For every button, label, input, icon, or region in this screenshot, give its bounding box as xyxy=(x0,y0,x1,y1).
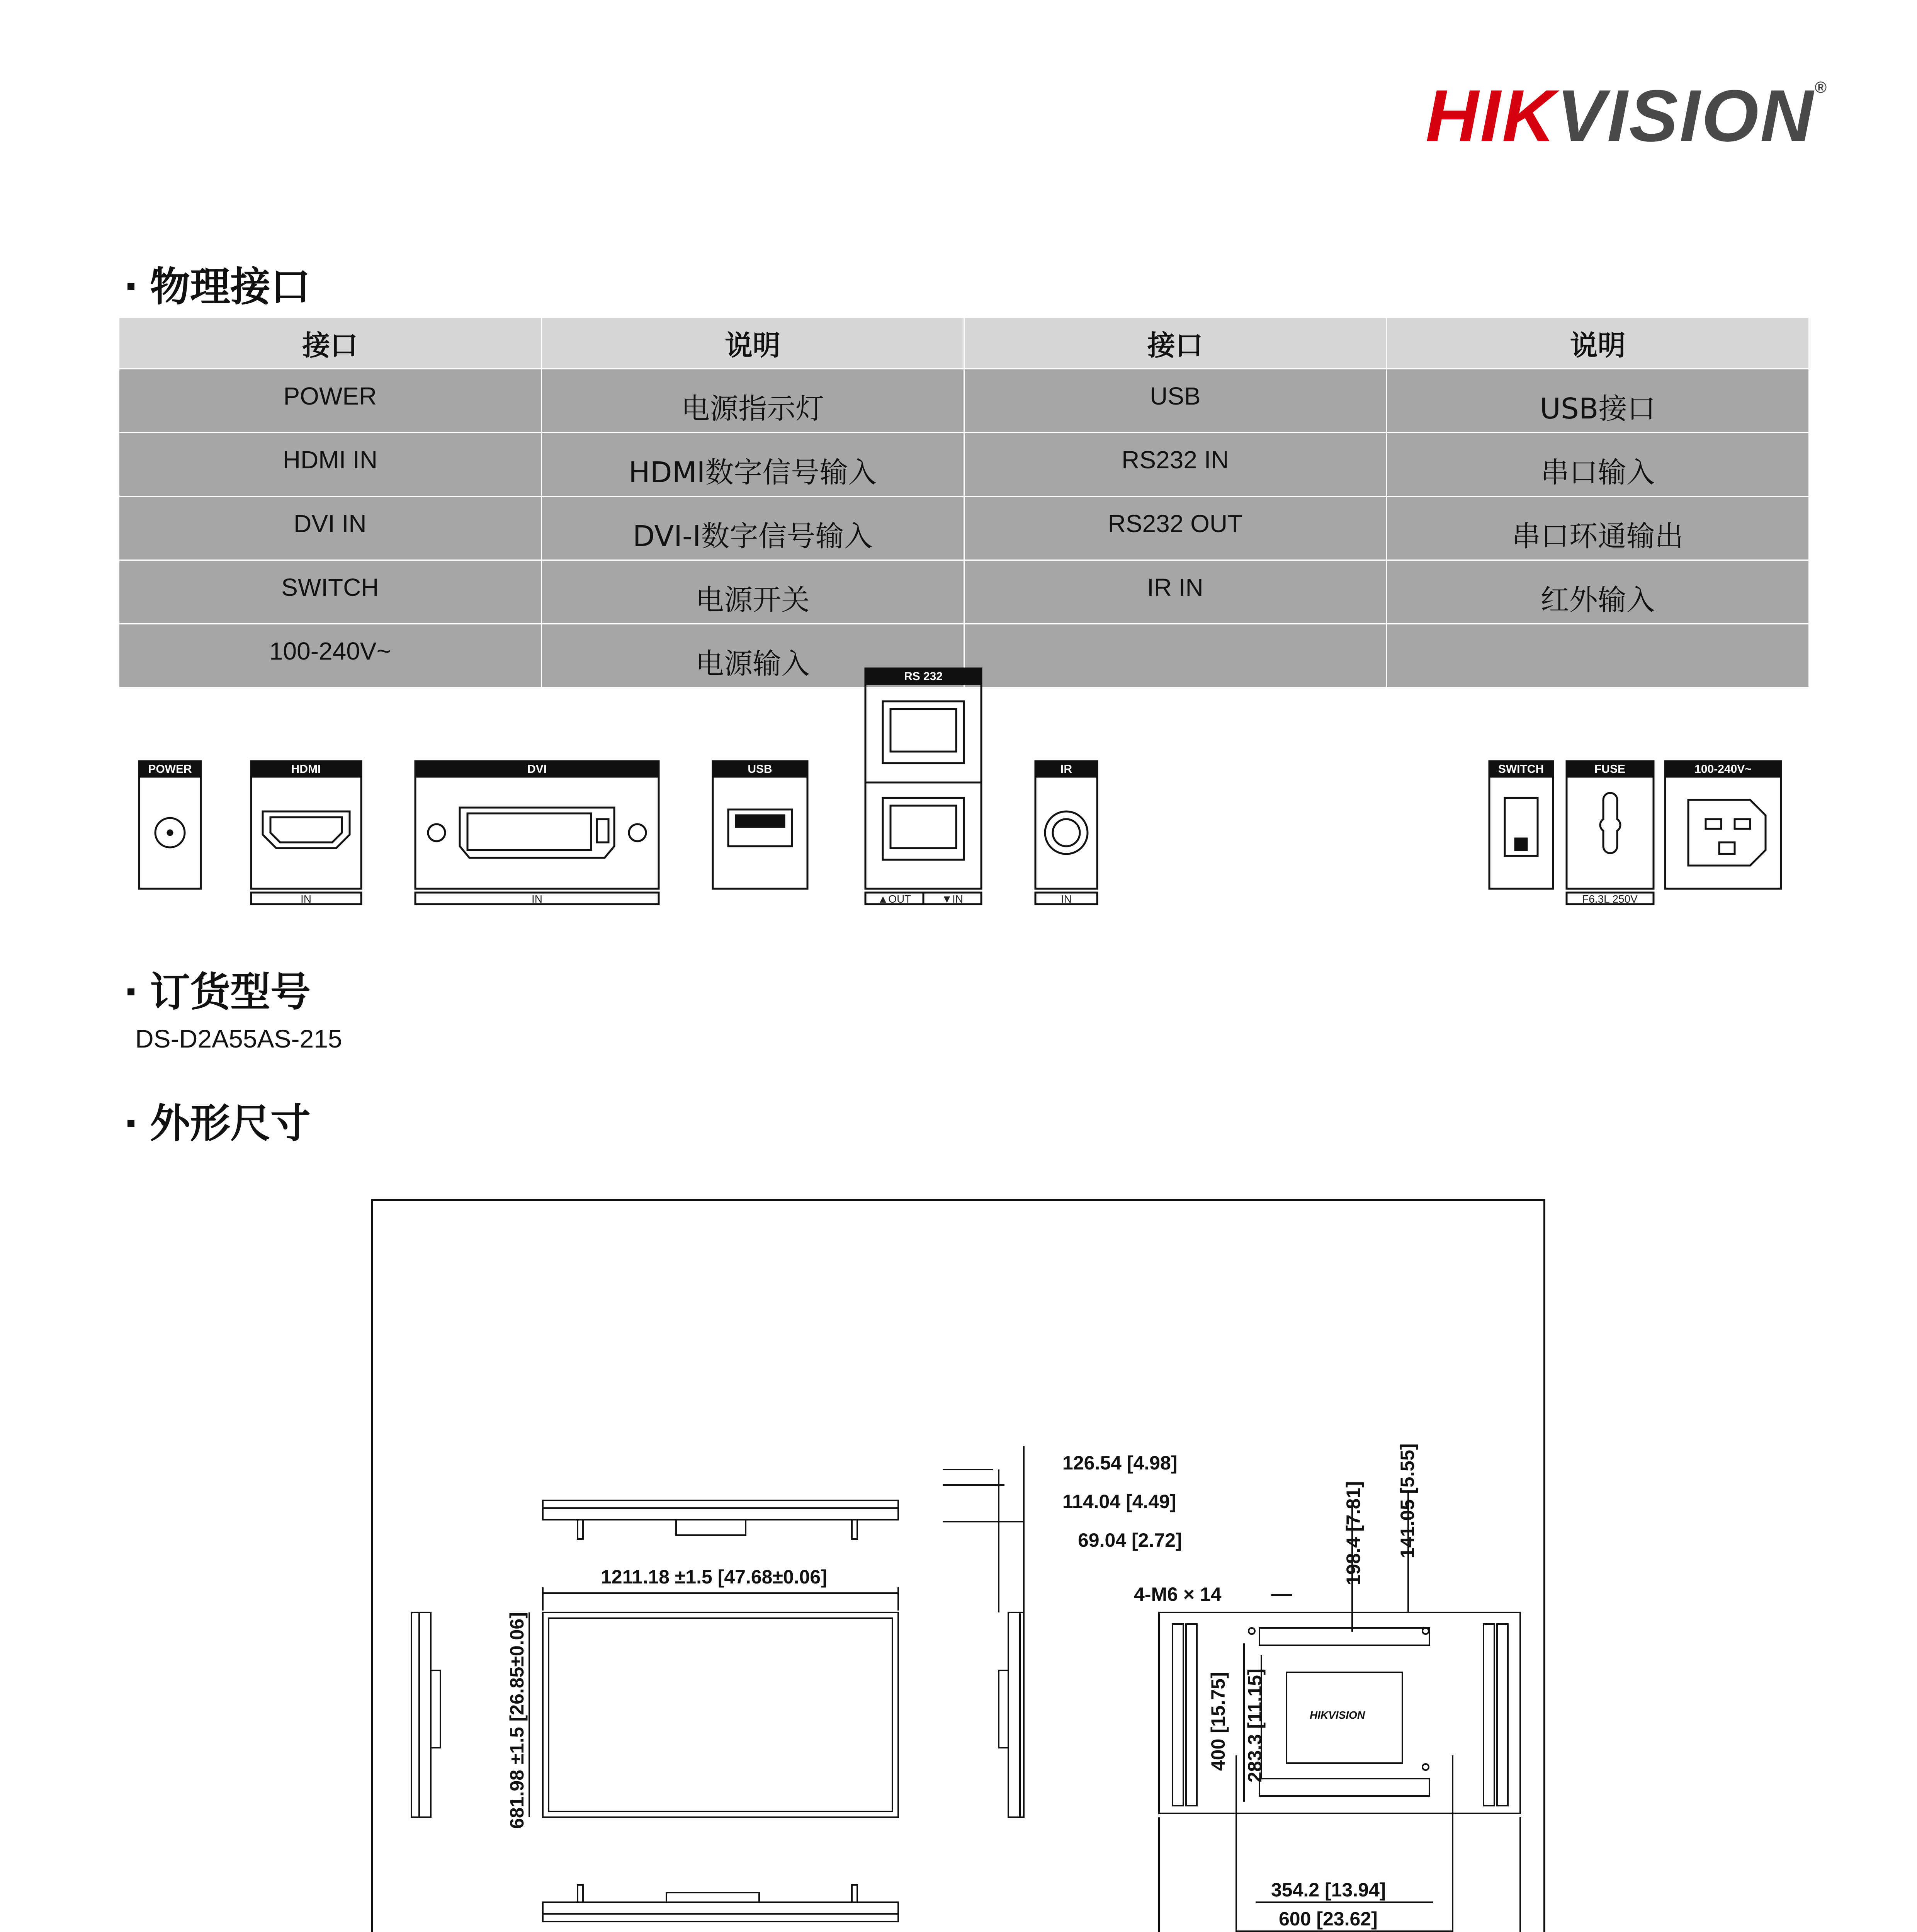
table-cell: 100-240V~ xyxy=(119,624,542,688)
table-row xyxy=(119,433,1809,497)
bullet-icon xyxy=(127,283,134,290)
table-row xyxy=(119,497,1809,560)
column-header: 接口 xyxy=(119,318,542,369)
dim-depth-overall: 126.54 [4.98] xyxy=(1062,1452,1178,1474)
dim-h1: 354.2 [13.94] xyxy=(1271,1879,1386,1901)
usb-port-icon xyxy=(713,761,807,889)
fuse-rating-label: F6.3L 250V xyxy=(1582,893,1638,905)
table-cell: 串口输入 xyxy=(1387,433,1809,497)
power-port-icon xyxy=(139,761,201,889)
left-side-view xyxy=(411,1612,440,1817)
hikvision-logo: HIKVISION® xyxy=(1426,75,1829,157)
table-row xyxy=(119,369,1809,433)
dim-v3: 400 [15.75] xyxy=(1207,1672,1229,1771)
section-heading-interfaces: 物理接口 xyxy=(127,267,311,307)
column-header: 说明 xyxy=(1387,318,1809,369)
bullet-icon xyxy=(127,988,134,995)
dim-v1: 198.4 [7.81] xyxy=(1343,1481,1364,1585)
power-port-label: POWER xyxy=(148,763,192,776)
rs232-port-label: RS 232 xyxy=(904,670,943,683)
table-cell: USB xyxy=(964,369,1387,433)
section-heading-order-model: 订货型号 xyxy=(127,972,311,1012)
hdmi-port-label: HDMI xyxy=(291,763,321,776)
dim-screws: 4-M6 × 14 xyxy=(1134,1583,1222,1605)
port-panel-illustration xyxy=(131,657,1870,912)
dim-depth-mid: 114.04 [4.49] xyxy=(1062,1491,1176,1512)
ac-inlet-port-icon xyxy=(1665,761,1781,889)
column-header: 接口 xyxy=(964,318,1387,369)
ac-inlet-label: 100-240V~ xyxy=(1694,763,1752,776)
dim-height: 681.98 ±1.5 [26.85±0.06] xyxy=(506,1612,528,1829)
table-cell: HDMI IN xyxy=(119,433,542,497)
table-cell: HDMI数字信号输入 xyxy=(541,433,964,497)
switch-port-label: SWITCH xyxy=(1498,763,1544,776)
switch-port-icon xyxy=(1489,761,1553,889)
table-cell: RS232 IN xyxy=(964,433,1387,497)
dim-depth-slim: 69.04 [2.72] xyxy=(1078,1529,1182,1551)
hdmi-port-sublabel: IN xyxy=(301,893,311,905)
rs232-out-label: ▲OUT xyxy=(877,893,911,905)
dvi-port-sublabel: IN xyxy=(532,893,542,905)
table-cell: SWITCH xyxy=(119,560,542,624)
table-cell: 电源输入 xyxy=(541,624,964,688)
table-header-row xyxy=(119,318,1809,369)
table-cell: 电源开关 xyxy=(541,560,964,624)
front-view xyxy=(529,1587,898,1817)
dimension-drawing xyxy=(371,1199,1545,1932)
table-row xyxy=(119,560,1809,624)
usb-port-label: USB xyxy=(748,763,772,776)
rs232-port-icon xyxy=(865,668,981,904)
order-model-number: DS-D2A55AS-215 xyxy=(135,1024,342,1053)
dim-v4: 283.3 [11.15] xyxy=(1244,1668,1266,1782)
table-cell: POWER xyxy=(119,369,542,433)
right-side-view xyxy=(943,1446,1024,1817)
table-cell: 红外输入 xyxy=(1387,560,1809,624)
dim-width: 1211.18 ±1.5 [47.68±0.06] xyxy=(601,1566,827,1588)
rear-label-brand: HIKVISION xyxy=(1310,1709,1365,1721)
interface-table xyxy=(118,317,1810,688)
column-header: 说明 xyxy=(541,318,964,369)
table-cell: IR IN xyxy=(964,560,1387,624)
dim-h2: 600 [23.62] xyxy=(1279,1908,1378,1930)
table-cell: 电源指示灯 xyxy=(541,369,964,433)
table-cell: 串口环通输出 xyxy=(1387,497,1809,560)
ir-port-sublabel: IN xyxy=(1061,893,1072,905)
dvi-port-label: DVI xyxy=(527,763,547,776)
table-cell: DVI-I数字信号输入 xyxy=(541,497,964,560)
bottom-view xyxy=(543,1885,898,1922)
fuse-port-icon xyxy=(1567,761,1654,904)
section-heading-dimensions: 外形尺寸 xyxy=(127,1103,311,1143)
top-view xyxy=(543,1500,898,1539)
table-cell: RS232 OUT xyxy=(964,497,1387,560)
ir-port-icon xyxy=(1035,761,1097,904)
fuse-port-label: FUSE xyxy=(1594,763,1626,776)
table-cell: DVI IN xyxy=(119,497,542,560)
dvi-port-icon xyxy=(415,761,659,904)
dim-v2: 141.05 [5.55] xyxy=(1397,1443,1418,1558)
bullet-icon xyxy=(127,1120,134,1127)
ir-port-label: IR xyxy=(1060,763,1072,776)
table-cell: USB接口 xyxy=(1387,369,1809,433)
hdmi-port-icon xyxy=(251,761,361,904)
rs232-in-label: ▼IN xyxy=(942,893,963,905)
